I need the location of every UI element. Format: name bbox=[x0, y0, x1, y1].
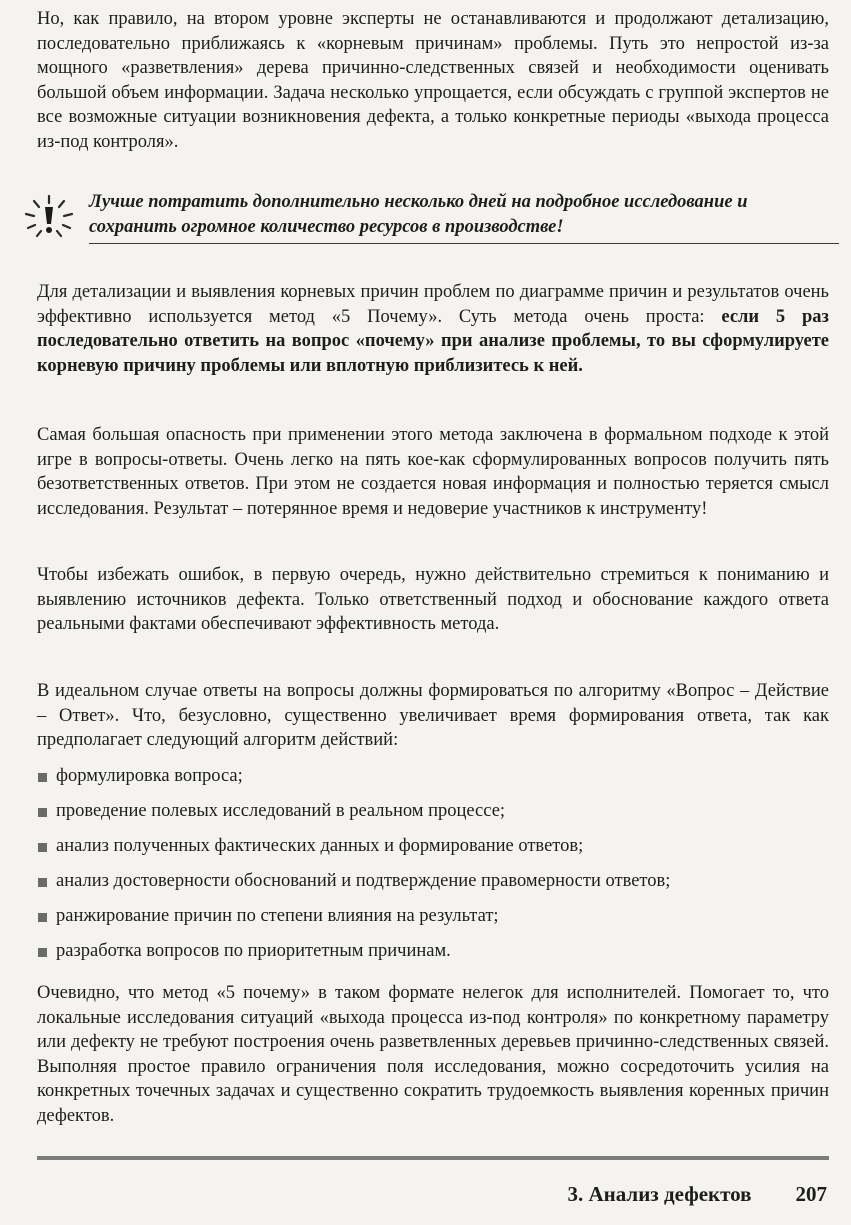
page-number: 207 bbox=[795, 1182, 827, 1206]
list-item-text: проведение полевых исследований в реальном процессе; bbox=[56, 801, 506, 821]
bullet-list bbox=[37, 764, 829, 974]
paragraph bbox=[37, 981, 829, 1128]
paragraph bbox=[37, 7, 829, 154]
list-item-text: формулировка вопроса; bbox=[56, 766, 243, 786]
exclamation-idea-icon bbox=[19, 192, 79, 240]
list-item bbox=[37, 904, 829, 939]
paragraph-text: Очевидно, что метод «5 почему» в таком формате нелегок для исполнителей. Помогает то, что локальные исследования ситуаций «выхода процесса из-под контроля» по конкретному параметру или дефекту не требуют построения очень разветвленных деревьев причинно-следственных связей. Выполняя простое правило ограничения поля исследования, можно сосредоточить усилия на конкретных точечных задачах и существенно сократить трудоемкость выявления коренных причин дефектов. bbox=[37, 983, 829, 1126]
square-bullet-icon bbox=[38, 948, 47, 957]
callout-text: Лучше потратить дополнительно несколько дней на подробное исследование и сохранить огромное количество ресурсов в производстве! bbox=[89, 190, 839, 244]
paragraph bbox=[37, 280, 829, 378]
list-item-text: анализ достоверности обоснований и подтверждение правомерности ответов; bbox=[56, 871, 671, 891]
paragraph bbox=[37, 423, 829, 521]
paragraph-text bbox=[37, 280, 829, 378]
list-item-text: ранжирование причин по степени влияния на результат; bbox=[56, 906, 499, 926]
square-bullet-icon bbox=[38, 773, 47, 782]
page-footer bbox=[567, 1180, 827, 1208]
paragraph-text: Но, как правило, на втором уровне эксперты не останавливаются и продолжают детализацию, последовательно приближаясь к «корневым причинам» проблемы. Путь это непростой из-за мощного «разветвления» дерева причинно-следственных связей и необходимости оценивать большой объем информации. Задача несколько упрощается, если обсуждать с группой экспертов не все возможные ситуации возникновения дефекта, а только конкретные периоды «выхода процесса из-под контроля». bbox=[37, 9, 829, 152]
paragraph bbox=[37, 563, 829, 637]
paragraph-text: Самая большая опасность при применении этого метода заключена в формальном подходе к этой игре в вопросы-ответы. Очень легко на пять кое-как сформулированных вопросов получить пять безответственных ответов. При этом не создается новая информация и полностью теряется смысл исследования. Результат – потерянное время и недоверие участников к инструменту! bbox=[37, 425, 829, 519]
list-item bbox=[37, 764, 829, 799]
square-bullet-icon bbox=[38, 878, 47, 887]
list-item bbox=[37, 799, 829, 834]
footer-rule bbox=[37, 1156, 829, 1160]
list-item bbox=[37, 939, 829, 974]
square-bullet-icon bbox=[38, 808, 47, 817]
list-item bbox=[37, 869, 829, 904]
square-bullet-icon bbox=[38, 843, 47, 852]
paragraph-text-plain: Для детализации и выявления корневых причин проблем по диаграмме причин и результатов очень эффективно используется метод «5 Почему». Суть метода очень проста: bbox=[37, 282, 829, 327]
square-bullet-icon bbox=[38, 913, 47, 922]
list-item-text: анализ полученных фактических данных и формирование ответов; bbox=[56, 836, 584, 856]
paragraph-text-bold: если 5 раз последовательно ответить на вопрос «почему» при анализе проблемы, то вы сформулируете корневую причину проблемы или вплотную приблизитесь к ней. bbox=[37, 306, 829, 376]
paragraph-text: В идеальном случае ответы на вопросы должны формироваться по алгоритму «Вопрос – Действие – Ответ». Что, безусловно, существенно увеличивает время формирования ответа, так как предполагает следующий алгоритм действий: bbox=[37, 681, 829, 750]
list-item-text: разработка вопросов по приоритетным причинам. bbox=[56, 941, 451, 961]
paragraph bbox=[37, 679, 829, 753]
paragraph-text: Чтобы избежать ошибок, в первую очередь, нужно действительно стремиться к пониманию и выявлению источников дефекта. Только ответственный подход и обоснование каждого ответа реальными фактами обеспечивают эффективность метода. bbox=[37, 565, 829, 634]
list-item bbox=[37, 834, 829, 869]
section-title: 3. Анализ дефектов bbox=[567, 1182, 752, 1206]
